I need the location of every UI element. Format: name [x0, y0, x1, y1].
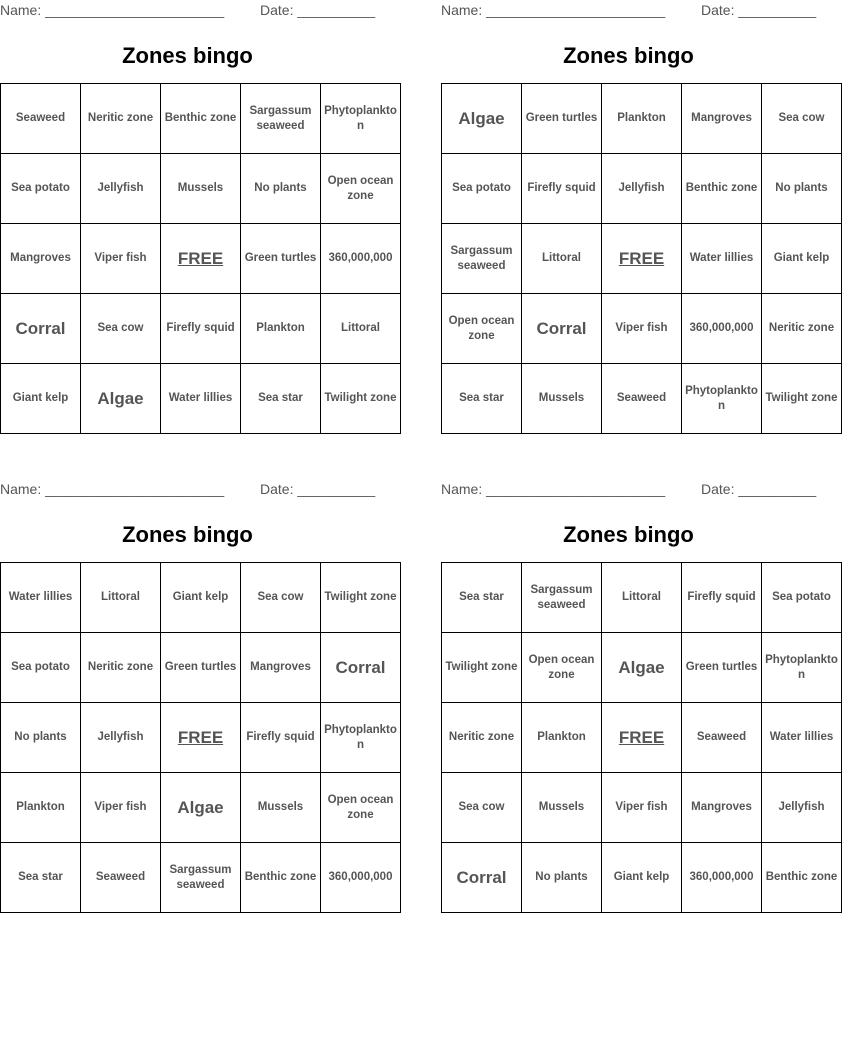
bingo-cell: Algae — [81, 364, 161, 434]
bingo-cell: No plants — [241, 154, 321, 224]
bingo-row — [442, 563, 842, 633]
bingo-cell: Firefly squid — [161, 294, 241, 364]
bingo-cell: Twilight zone — [762, 364, 842, 434]
bingo-row — [1, 294, 401, 364]
bingo-cell: Phytoplankton — [762, 633, 842, 703]
name-field: Name: _______________________ — [0, 481, 225, 497]
bingo-grid — [441, 83, 842, 434]
bingo-cell: Benthic zone — [762, 843, 842, 913]
bingo-cell: 360,000,000 — [682, 843, 762, 913]
bingo-cell: Sea potato — [762, 563, 842, 633]
bingo-cell: Mangroves — [241, 633, 321, 703]
bingo-cell: Sea potato — [1, 633, 81, 703]
bingo-cell: Littoral — [321, 294, 401, 364]
bingo-cell: Phytoplankton — [321, 84, 401, 154]
bingo-row — [1, 703, 401, 773]
free-space: FREE — [602, 703, 682, 773]
bingo-cell: Corral — [442, 843, 522, 913]
free-space: FREE — [161, 703, 241, 773]
bingo-cell: Viper fish — [81, 773, 161, 843]
date-field: Date: __________ — [260, 2, 376, 18]
bingo-cell: Corral — [1, 294, 81, 364]
bingo-cell: Twilight zone — [321, 563, 401, 633]
bingo-cell: Viper fish — [602, 773, 682, 843]
bingo-cell: Sargassum seaweed — [161, 843, 241, 913]
bingo-cell: Firefly squid — [682, 563, 762, 633]
bingo-cell: Phytoplankton — [321, 703, 401, 773]
bingo-cell: Sea cow — [442, 773, 522, 843]
bingo-row — [1, 154, 401, 224]
card-title: Zones bingo — [563, 43, 694, 68]
bingo-cell: Sea cow — [81, 294, 161, 364]
bingo-cell: Mangroves — [1, 224, 81, 294]
bingo-row — [442, 294, 842, 364]
bingo-cell: Sargassum seaweed — [442, 224, 522, 294]
bingo-cell: Mangroves — [682, 773, 762, 843]
bingo-row — [442, 633, 842, 703]
bingo-cell: Mangroves — [682, 84, 762, 154]
bingo-cell: Benthic zone — [161, 84, 241, 154]
bingo-cell: Giant kelp — [602, 843, 682, 913]
name-field: Name: _______________________ — [441, 481, 666, 497]
bingo-grid — [0, 562, 401, 913]
bingo-cell: Twilight zone — [442, 633, 522, 703]
bingo-cell: Littoral — [81, 563, 161, 633]
bingo-cell: Benthic zone — [241, 843, 321, 913]
bingo-cell: Benthic zone — [682, 154, 762, 224]
bingo-cell: Sea potato — [442, 154, 522, 224]
bingo-cell: Giant kelp — [762, 224, 842, 294]
card-title: Zones bingo — [122, 43, 253, 68]
bingo-cell: Jellyfish — [81, 703, 161, 773]
date-field: Date: __________ — [260, 481, 376, 497]
bingo-cell: Jellyfish — [602, 154, 682, 224]
free-space: FREE — [161, 224, 241, 294]
bingo-cell: Plankton — [522, 703, 602, 773]
bingo-cell: Plankton — [241, 294, 321, 364]
bingo-cell: Sea star — [1, 843, 81, 913]
bingo-cell: Corral — [522, 294, 602, 364]
bingo-cell: Algae — [602, 633, 682, 703]
bingo-cell: Corral — [321, 633, 401, 703]
bingo-cell: Green turtles — [161, 633, 241, 703]
bingo-cell: Sargassum seaweed — [522, 563, 602, 633]
bingo-cell: Algae — [442, 84, 522, 154]
card-title: Zones bingo — [122, 522, 253, 547]
card-title: Zones bingo — [563, 522, 694, 547]
bingo-cell: Viper fish — [602, 294, 682, 364]
bingo-cell: Open ocean zone — [321, 773, 401, 843]
bingo-cell: Open ocean zone — [321, 154, 401, 224]
bingo-cell: Sea star — [442, 563, 522, 633]
bingo-cell: Plankton — [1, 773, 81, 843]
bingo-grid — [441, 562, 842, 913]
bingo-row — [442, 843, 842, 913]
bingo-cell: Neritic zone — [81, 84, 161, 154]
bingo-cell: Sea cow — [762, 84, 842, 154]
date-field: Date: __________ — [701, 2, 817, 18]
bingo-row — [442, 703, 842, 773]
bingo-cell: Open ocean zone — [522, 633, 602, 703]
bingo-cell: Neritic zone — [442, 703, 522, 773]
bingo-cell: Littoral — [522, 224, 602, 294]
name-date-row — [0, 0, 375, 20]
bingo-cell: No plants — [762, 154, 842, 224]
bingo-row — [442, 154, 842, 224]
bingo-cell: Mussels — [241, 773, 321, 843]
bingo-cell: Water lillies — [161, 364, 241, 434]
bingo-cell: Viper fish — [81, 224, 161, 294]
bingo-cell: Phytoplankton — [682, 364, 762, 434]
bingo-cell: No plants — [1, 703, 81, 773]
bingo-cell: Seaweed — [81, 843, 161, 913]
bingo-cell: Green turtles — [682, 633, 762, 703]
bingo-cell: Open ocean zone — [442, 294, 522, 364]
bingo-row — [1, 633, 401, 703]
bingo-row — [442, 224, 842, 294]
bingo-cell: Water lillies — [762, 703, 842, 773]
bingo-cell: No plants — [522, 843, 602, 913]
bingo-row — [1, 773, 401, 843]
name-field: Name: _______________________ — [0, 2, 225, 18]
bingo-cell: Water lillies — [1, 563, 81, 633]
bingo-cell: Jellyfish — [81, 154, 161, 224]
name-field: Name: _______________________ — [441, 2, 666, 18]
name-date-row — [441, 0, 816, 20]
bingo-cell: 360,000,000 — [321, 224, 401, 294]
bingo-cell: Twilight zone — [321, 364, 401, 434]
bingo-cell: Jellyfish — [762, 773, 842, 843]
bingo-cell: Green turtles — [241, 224, 321, 294]
bingo-cell: Plankton — [602, 84, 682, 154]
bingo-cell: Seaweed — [682, 703, 762, 773]
name-date-row — [441, 479, 816, 499]
bingo-row — [1, 224, 401, 294]
bingo-cell: Sea cow — [241, 563, 321, 633]
bingo-row — [1, 364, 401, 434]
bingo-cell: 360,000,000 — [321, 843, 401, 913]
bingo-cell: Sea star — [241, 364, 321, 434]
bingo-cell: Sea star — [442, 364, 522, 434]
bingo-row — [1, 84, 401, 154]
bingo-cell: Mussels — [522, 364, 602, 434]
bingo-cell: Sargassum seaweed — [241, 84, 321, 154]
bingo-cell: Littoral — [602, 563, 682, 633]
bingo-cell: Giant kelp — [1, 364, 81, 434]
bingo-cell: Green turtles — [522, 84, 602, 154]
date-field: Date: __________ — [701, 481, 817, 497]
bingo-row — [1, 843, 401, 913]
bingo-row — [442, 84, 842, 154]
name-date-row — [0, 479, 375, 499]
bingo-cell: Seaweed — [602, 364, 682, 434]
free-space: FREE — [602, 224, 682, 294]
bingo-cell: Sea potato — [1, 154, 81, 224]
bingo-cell: Seaweed — [1, 84, 81, 154]
bingo-cell: Water lillies — [682, 224, 762, 294]
bingo-row — [1, 563, 401, 633]
bingo-cell: 360,000,000 — [682, 294, 762, 364]
bingo-grid — [0, 83, 401, 434]
bingo-row — [442, 364, 842, 434]
bingo-cell: Neritic zone — [762, 294, 842, 364]
bingo-cell: Firefly squid — [522, 154, 602, 224]
bingo-cell: Mussels — [522, 773, 602, 843]
bingo-cell: Neritic zone — [81, 633, 161, 703]
bingo-cell: Algae — [161, 773, 241, 843]
bingo-cell: Firefly squid — [241, 703, 321, 773]
bingo-cell: Mussels — [161, 154, 241, 224]
bingo-row — [442, 773, 842, 843]
bingo-cell: Giant kelp — [161, 563, 241, 633]
